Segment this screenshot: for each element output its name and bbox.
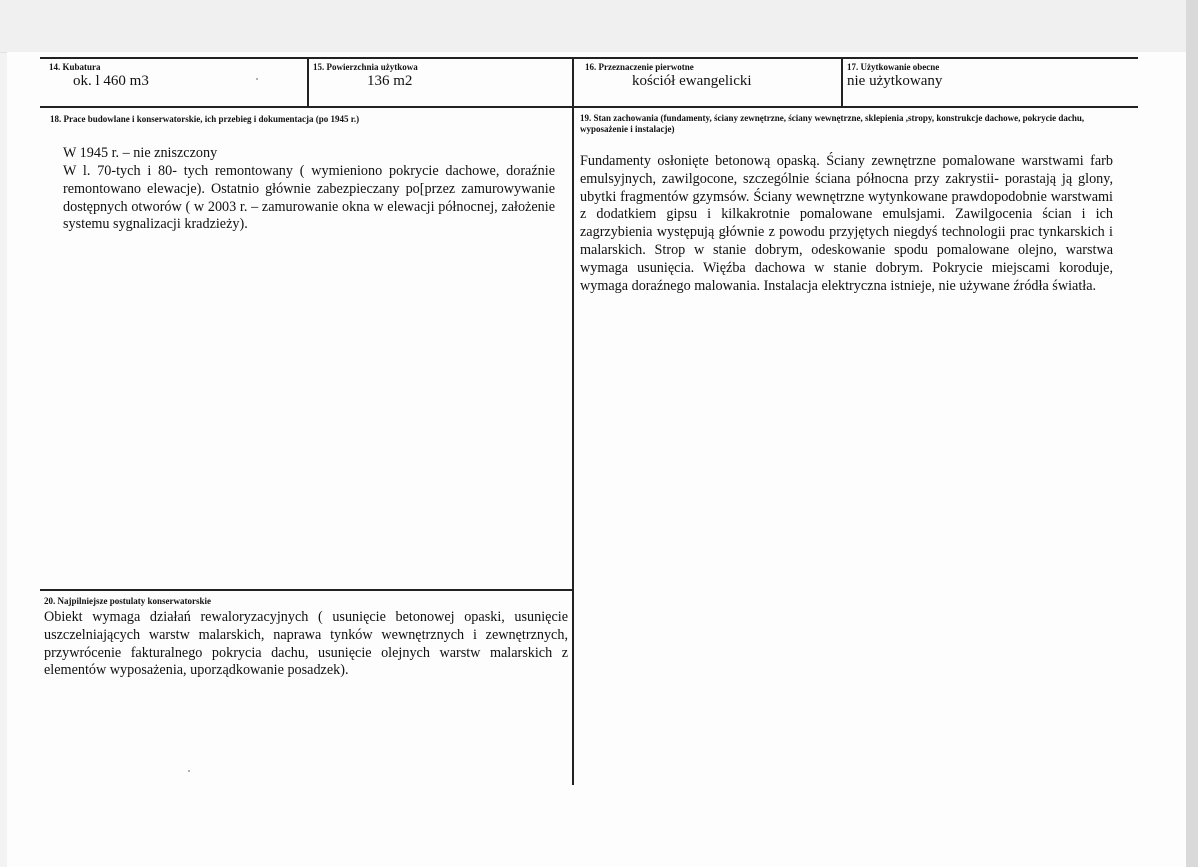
przeznaczenie-label: 16. Przeznaczenie pierwotne <box>585 62 694 72</box>
top-border-line <box>40 57 1138 59</box>
powierzchnia-label: 15. Powierzchnia użytkowa <box>313 62 418 72</box>
prace-first-line: W 1945 r. – nie zniszczony <box>63 145 218 161</box>
kubatura-label: 14. Kubatura <box>49 62 101 72</box>
powierzchnia-value: 136 m2 <box>367 73 413 89</box>
postulaty-label: 20. Najpilniejsze postulaty konserwatorskie <box>44 596 211 606</box>
prace-text: W l. 70-tych i 80- tych remontowany ( wymieniono pokrycie dachowe, doraźnie remontowano elewacje). Ostatnio głównie zabezpieczany po[przez zamurowywanie dostępnych otworów ( w 2003 r. – zamurowanie okna w elewacji północnej, założenie systemu sygnalizacji kradzieży). <box>63 163 555 233</box>
divider-14-15 <box>307 57 309 108</box>
scan-top-margin <box>0 0 1198 53</box>
row-divider-line <box>40 106 1138 108</box>
stan-label: 19. Stan zachowania (fundamenty, ściany zewnętrzne, ściany wewnętrzne, sklepienia ,stropy, konstrukcje dachowe, pokrycie dachu, wyposażenie i instalacje) <box>580 113 1085 134</box>
section-20-top-line <box>40 589 572 591</box>
divider-16-17 <box>841 57 843 108</box>
main-column-divider <box>572 57 574 785</box>
prace-label: 18. Prace budowlane i konserwatorskie, ich przebieg i dokumentacja (po 1945 r.) <box>50 114 360 124</box>
postulaty-text: Obiekt wymaga działań rewaloryzacyjnych ( usunięcie betonowej opaski, usunięcie uszczelniających warstw malarskich, naprawa tynków wewnętrznych i zewnętrznych, przywrócenie fakturalnego pokrycia dachu, usunięcie olejnych warstw malarskich z elementów wyposażenia, uporządkowanie posadzek). <box>44 609 568 679</box>
scan-right-edge <box>1186 0 1198 867</box>
scan-speck <box>256 78 258 80</box>
przeznaczenie-value: kościół ewangelicki <box>632 73 752 89</box>
kubatura-value: ok. l 460 m3 <box>73 73 149 89</box>
uzytkowanie-value: nie użytkowany <box>847 73 943 89</box>
uzytkowanie-label: 17. Użytkowanie obecne <box>847 62 940 72</box>
stan-text: Fundamenty osłonięte betonową opaską. Ściany zewnętrzne pomalowane warstwami farb emulsyjnych, zawilgocone, szczególnie ściana północna przy zakrystii- porastają ją glony, ubytki fragmentów gzymsów. Ściany wewnętrzne wytynkowane prawdopodobnie warstwami z dodatkiem gipsu i kilkakrotnie pomalowane emulsjami. Zawilgocenia ścian i ich zagrzybienia występują głównie z powodu przyjętych niegdyś technologii prac tynkarskich i malarskich. Strop w stanie dobrym, odeskowanie spodu pomalowane olejno, warstwa wymaga usunięcia. Więźba dachowa w stanie dobrym. Pokrycie miejscami koroduje, wymaga doraźnego malowania. Instalacja elektryczna istnieje, nie używane źródła światła. <box>580 153 1113 294</box>
scan-speck <box>188 770 190 772</box>
